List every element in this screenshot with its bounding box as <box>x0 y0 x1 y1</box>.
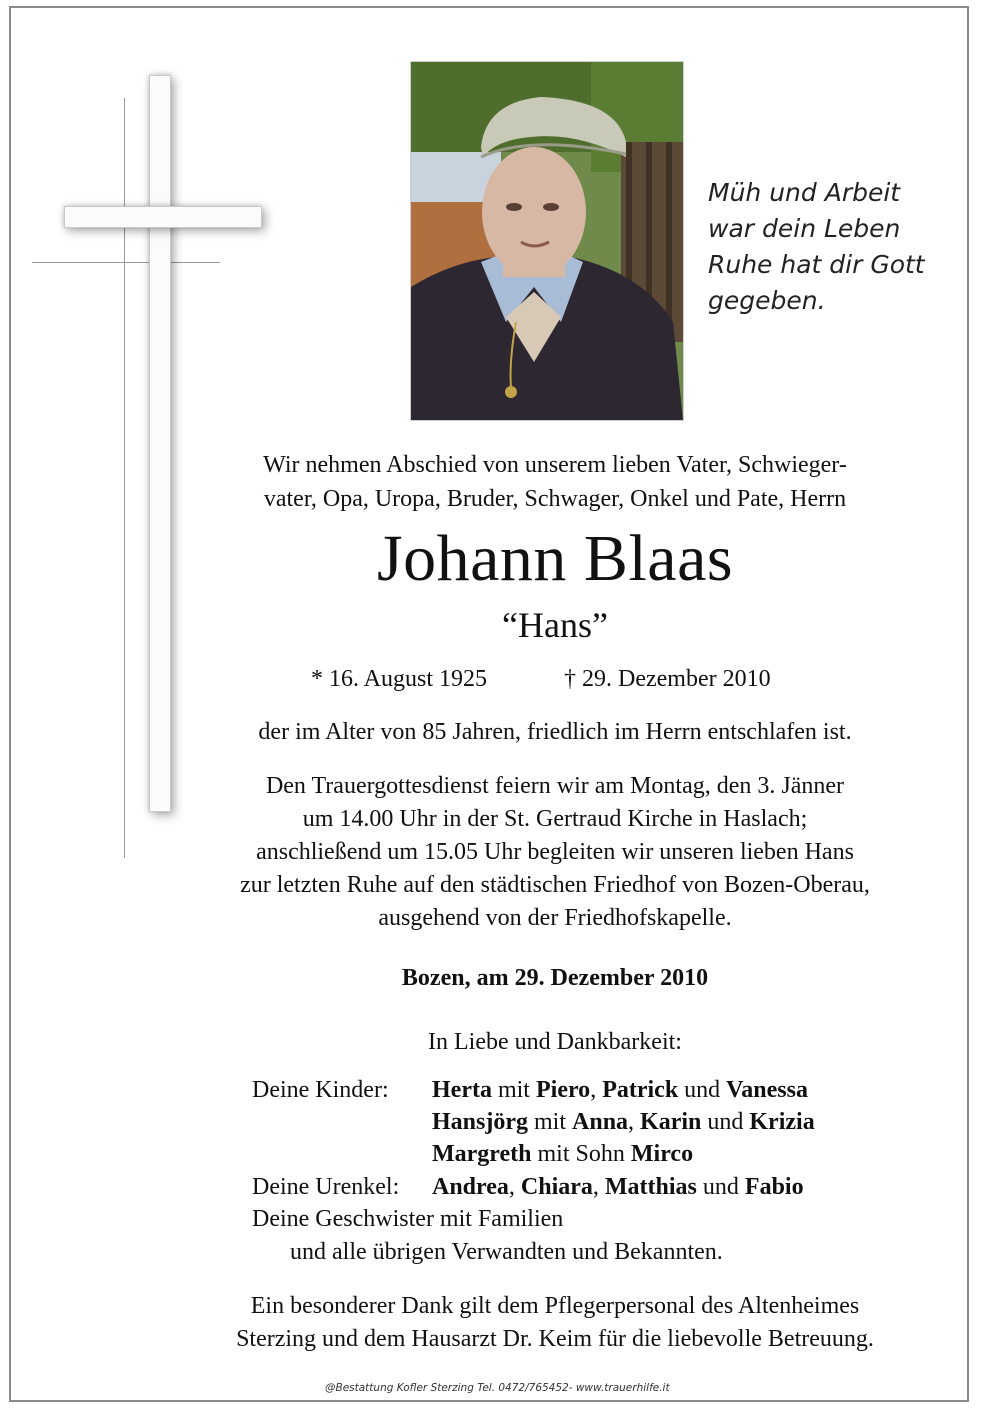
family-name: Fabio <box>744 1174 804 1200</box>
birth-date: * 16. August 1925 <box>311 666 488 692</box>
cross-guide-horizontal <box>32 262 220 263</box>
intro-line: Wir nehmen Abschied von unserem lieben Vater, Schwieger- <box>263 452 847 478</box>
family-name: Karin <box>640 1109 702 1135</box>
quote-line: war dein Leben <box>708 214 901 243</box>
family-connector: , <box>628 1109 641 1135</box>
deceased-name: Johann Blaas <box>376 522 734 595</box>
quote-line: Ruhe hat dir Gott <box>708 250 925 279</box>
family-name: Vanessa <box>726 1077 808 1103</box>
portrait-photo <box>410 61 684 421</box>
family-connector: mit <box>528 1109 573 1135</box>
death-date: † 29. Dezember 2010 <box>564 666 771 692</box>
thanks-text <box>170 1290 940 1356</box>
children-row <box>432 1106 815 1138</box>
family-name: Herta <box>432 1077 492 1103</box>
age-text: der im Alter von 85 Jahren, friedlich im Herrn entschlafen ist. <box>258 719 852 745</box>
deceased-nickname: “Hans” <box>502 605 608 645</box>
family-connector: mit Sohn <box>531 1141 631 1167</box>
family-name: Matthias <box>604 1174 697 1200</box>
children-row <box>432 1138 693 1170</box>
intro-text <box>170 448 940 516</box>
family-name: Margreth <box>432 1141 532 1167</box>
service-line: Den Trauergottesdienst feiern wir am Montag, den 3. Jänner <box>265 773 845 799</box>
cross-icon-vertical <box>149 75 171 812</box>
family-name: Patrick <box>602 1077 679 1103</box>
love-line: In Liebe und Dankbarkeit: <box>428 1029 682 1055</box>
family-name: Hansjörg <box>432 1109 528 1135</box>
great-grandchildren-label: Deine Urenkel: <box>252 1174 400 1200</box>
family-connector: mit <box>491 1077 536 1103</box>
service-line: zur letzten Ruhe auf den städtischen Friedhof von Bozen-Oberau, <box>240 872 870 898</box>
cross-icon-joint <box>150 207 170 227</box>
thanks-line: Sterzing und dem Hausarzt Dr. Keim für die liebevolle Betreuung. <box>236 1326 874 1352</box>
intro-line: vater, Opa, Uropa, Bruder, Schwager, Onkel und Pate, Herrn <box>263 486 847 512</box>
family-name: Andrea <box>432 1174 509 1200</box>
children-label: Deine Kinder: <box>252 1077 389 1103</box>
family-name: Piero <box>535 1077 591 1103</box>
family-connector: und <box>696 1174 745 1200</box>
family-name: Chiara <box>520 1174 593 1200</box>
place-date: Bozen, am 29. Dezember 2010 <box>401 965 709 991</box>
quote-line: gegeben. <box>708 286 826 315</box>
funeral-home-footer: @Bestattung Kofler Sterzing Tel. 0472/765452- www.trauerhilfe.it <box>325 1382 670 1394</box>
service-info <box>170 770 940 935</box>
great-grandchildren-row <box>432 1171 804 1203</box>
family-connector: , <box>508 1174 521 1200</box>
family-name: Krizia <box>749 1109 815 1135</box>
siblings-line: Deine Geschwister mit Familien <box>252 1206 564 1232</box>
thanks-line: Ein besonderer Dank gilt dem Pflegerpersonal des Altenheimes <box>250 1293 860 1319</box>
service-line: ausgehend von der Friedhofskapelle. <box>378 905 732 931</box>
children-row <box>432 1074 808 1106</box>
family-name: Anna <box>572 1109 629 1135</box>
service-line: anschließend um 15.05 Uhr begleiten wir unseren lieben Hans <box>256 839 854 865</box>
family-name: Mirco <box>630 1141 694 1167</box>
service-line: um 14.00 Uhr in der St. Gertraud Kirche in Haslach; <box>302 806 808 832</box>
relatives-line: und alle übrigen Verwandten und Bekannten. <box>290 1239 723 1265</box>
family-connector: , <box>590 1077 603 1103</box>
memorial-quote <box>708 175 968 319</box>
family-connector: und <box>701 1109 750 1135</box>
quote-line: Müh und Arbeit <box>708 178 901 207</box>
family-connector: , <box>592 1174 605 1200</box>
family-connector: und <box>678 1077 727 1103</box>
